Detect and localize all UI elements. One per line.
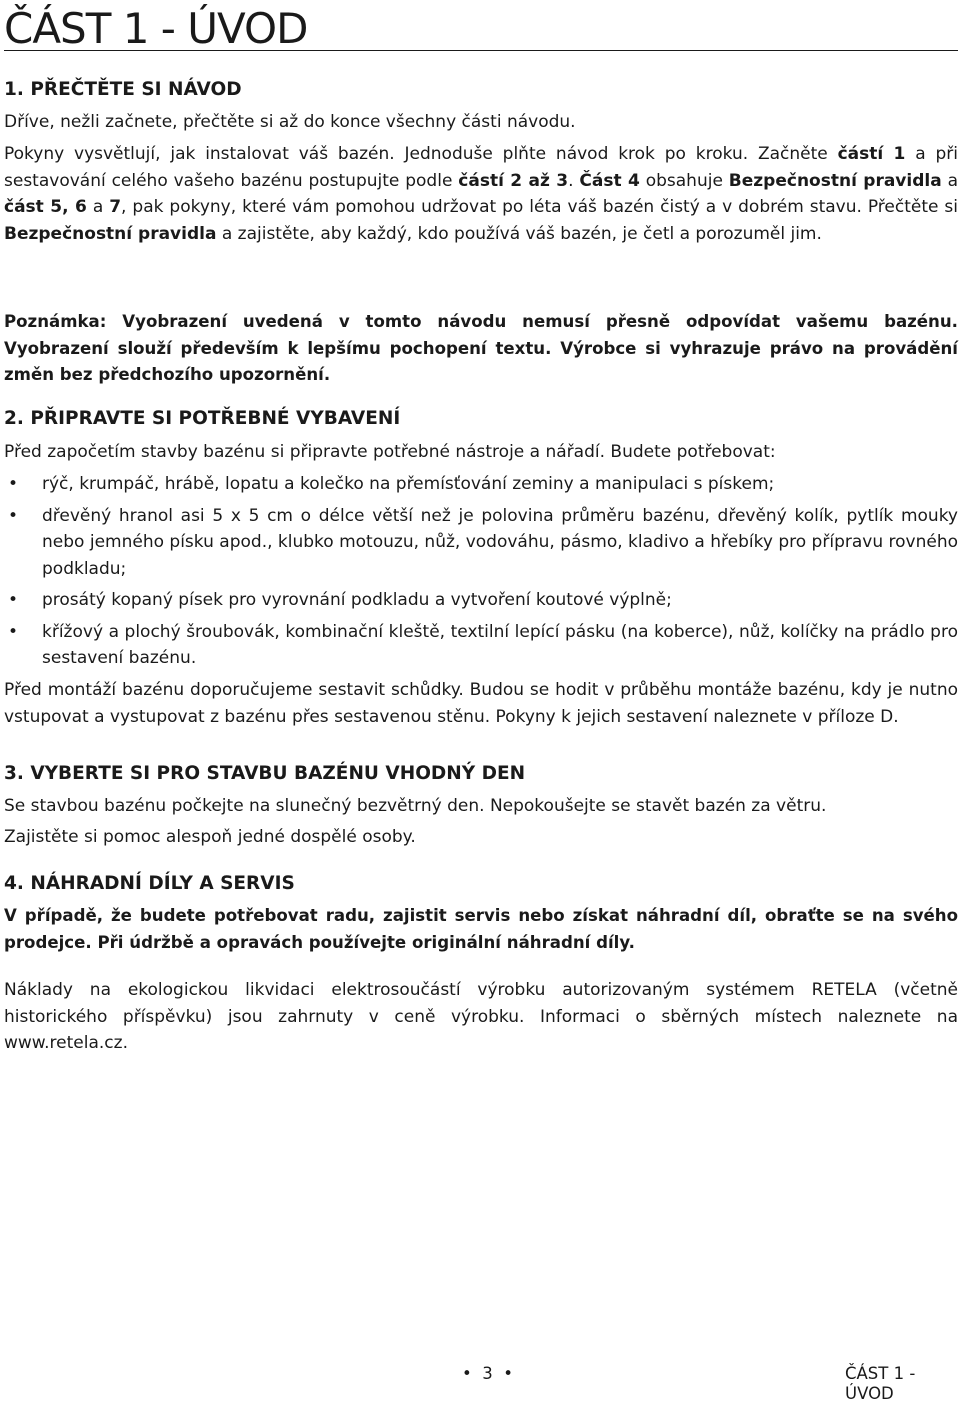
section-4-paragraph-2: Náklady na ekologickou likvidaci elektrosoučástí výrobku autorizovaným systémem RETELA (včetně historického příspěvku) jsou zahrnuty v ceně výrobku. Informaci o sběrných místech naleznete na www.retela.cz.: [4, 980, 958, 1053]
list-item-text: dřevěný hranol asi 5 x 5 cm o délce větší než je polovina průměru bazénu, dřevěný kolík, pytlík mouky nebo jemného písku apod., klubko motouzu, nůž, vodováhu, pásmo, kladivo a hřebíky pro přípravu rovného podkladu;: [42, 505, 958, 579]
bullet-icon: •: [8, 505, 19, 526]
section-3-paragraph-1: Se stavbou bazénu počkejte na slunečný bezvětrný den. Nepokoušejte se stavět bazén za větru.: [4, 796, 827, 816]
bold-run: částí 1: [837, 144, 906, 164]
list-item: [4, 587, 958, 614]
footer-page-number: [462, 1364, 513, 1384]
page-title-text: ČÁST 1 - ÚVOD: [4, 4, 308, 53]
bold-run: Bezpečnostní pravidla: [4, 223, 217, 244]
bullet-icon: •: [8, 474, 19, 494]
list-item: [4, 619, 958, 672]
bold-run: část 5, 6: [4, 197, 87, 217]
text-run: a při sestavování celého vašeho bazénu postupujte podle: [4, 144, 958, 191]
section-4-paragraph-1: V případě, že budete potřebovat radu, zajistit servis nebo získat náhradní díl, obraťte se na svého prodejce. Při údržbě a opravách používejte originální náhradní díly.: [4, 906, 958, 952]
section-3-paragraph-2: Zajistěte si pomoc alespoň jedné dospělé osoby.: [4, 827, 416, 847]
list-item: [4, 503, 958, 583]
section-4-heading: 4. NÁHRADNÍ DÍLY A SERVIS: [4, 873, 295, 894]
bold-run: 7: [109, 197, 122, 217]
section-2-intro: Před započetím stavby bazénu si připravte potřebné nástroje a nářadí. Budete potřebovat:: [4, 442, 776, 462]
text-run: .: [568, 170, 580, 191]
list-item-text: prosátý kopaný písek pro vyrovnání podkladu a vytvoření koutové výplně;: [42, 590, 672, 610]
section-1-paragraph-1: Dříve, nežli začnete, přečtěte si až do konce všechny části návodu.: [4, 112, 576, 132]
page-number: 3: [482, 1364, 493, 1383]
page-title: [4, 4, 958, 53]
list-item-text: křížový a plochý šroubovák, kombinační kleště, textilní lepící pásku (na koberce), nůž, kolíčky na prádlo pro sestavení bazénu.: [42, 621, 958, 668]
text-run: Pokyny vysvětlují, jak instalovat váš bazén. Jednoduše plňte návod krok po kroku. Začněte: [4, 144, 838, 164]
section-2-heading: 2. PŘIPRAVTE SI POTŘEBNÉ VYBAVENÍ: [4, 408, 401, 429]
bold-run: částí 2 až 3: [458, 170, 569, 191]
bullet-list: [4, 471, 958, 672]
bullet-icon: •: [8, 621, 19, 642]
section-3-heading: 3. VYBERTE SI PRO STAVBU BAZÉNU VHODNÝ DEN: [4, 763, 526, 784]
text-run: obsahuje: [639, 170, 729, 191]
text-run: , pak pokyny, které vám pomohou udržovat po léta váš bazén čistý a v dobrém stavu. Přečtěte si: [121, 197, 959, 217]
text-run: a zajistěte, aby každý, kdo používá váš bazén, je četl a porozuměl jim.: [216, 223, 822, 244]
text-run: a: [941, 170, 958, 191]
footer-bullet-icon: •: [462, 1364, 472, 1383]
list-item: [4, 471, 958, 498]
list-item-text: rýč, krumpáč, hrábě, lopatu a kolečko na přemísťování zeminy a manipulaci s pískem;: [42, 474, 775, 494]
bullet-icon: •: [8, 590, 19, 610]
bold-run: Bezpečnostní pravidla: [728, 170, 942, 191]
text-run: a: [86, 197, 110, 217]
section-2-outro: Před montáží bazénu doporučujeme sestavit schůdky. Budou se hodit v průběhu montáže bazénu, kdy je nutno vstupovat a vystupovat z bazénu přes sestavenou stěnu. Pokyny k jejich sestavení naleznete v příloze D.: [4, 680, 958, 727]
section-1-paragraph-2: [4, 141, 958, 247]
bold-run: Část 4: [579, 170, 640, 191]
footer-section-label: ČÁST 1 - ÚVOD: [845, 1364, 916, 1403]
note-paragraph: Poznámka: Vyobrazení uvedená v tomto návodu nemusí přesně odpovídat vašemu bazénu. Vyobrazení slouží především k lepšímu pochopení textu. Výrobce si vyhrazuje právo na provádění změn bez předchozího upozornění.: [4, 312, 958, 384]
section-1-heading: 1. PŘEČTĚTE SI NÁVOD: [4, 79, 242, 100]
equipment-list: [4, 471, 958, 677]
footer-bullet-icon: •: [503, 1364, 513, 1383]
